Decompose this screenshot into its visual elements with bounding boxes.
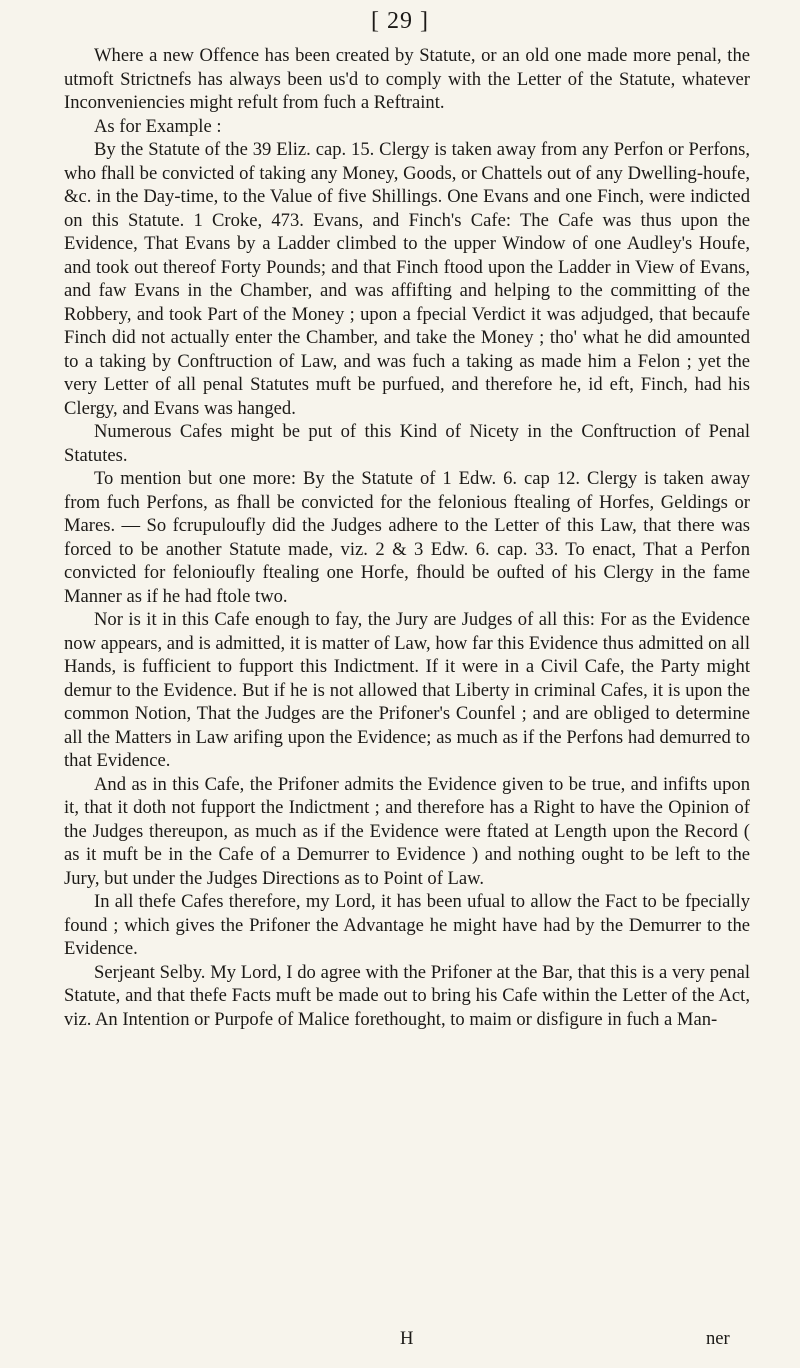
paragraph-offence-statute: Where a new Offence has been created by Statute, or an old one made more penal, the utmoft Strictnefs has always been us'd to comply with the Letter of the Statute, whatever Inconveniencies might refult from fuch a Reftraint. [64,45,750,113]
page-number: [ 29 ] [371,8,429,34]
paragraph-evans-finch-case: By the Statute of the 39 Eliz. cap. 15. Clergy is taken away from any Perfon or Perfons, who fhall be convicted of taking any Money, Goods, or Chattels out of any Dwelling-houfe, &c. in the Day-time, to the Value of five Shillings. One Evans and one Finch, were indicted on this Statute. 1 Croke, 473. Evans, and Finch's Cafe: The Cafe was thus upon the Evidence, That Evans by a Ladder climbed to the upper Window of one Audley's Houfe, and took out thereof Forty Pounds; and that Finch ftood upon the Ladder in View of Evans, and faw Evans in the Chamber, and was affifting and helping to the committing of the Robbery, and took Part of the Money ; upon a fpecial Verdict it was adjudged, that becaufe Finch did not actually enter the Chamber, and take the Money ; tho' what he did amounted to a taking by Conftruction of Law, and was fuch a taking as made him a Felon ; yet the very Letter of all penal Statutes muft be purfued, and therefore he, id eft, Finch, had his Clergy, and Evans was hanged. [64,139,750,419]
paragraph-serjeant-selby: Serjeant Selby. My Lord, I do agree with the Prifoner at the Bar, that this is a very penal Statute, and that thefe Facts muft be made out to bring his Cafe within the Letter of the Act, viz. An Intention or Purpofe of Malice forethought, to maim or disfigure in fuch a Man- [64,961,750,1030]
body-text [64,44,750,1031]
paragraph-example-heading: As for Example : [94,115,222,137]
paragraph-prisoner-admits: And as in this Cafe, the Prifoner admits the Evidence given to be true, and infifts upon it, that it doth not fupport the Indictment ; and therefore has a Right to have the Opinion of the Judges thereupon, as much as if the Evidence were ftated at Length upon the Record ( as it muft be in the Cafe of a Demurrer to Evidence ) and nothing ought to be left to the Jury, but under the Judges Directions as to Point of Law. [64,773,750,889]
paragraph-fact-found: In all thefe Cafes therefore, my Lord, it has been ufual to allow the Fact to be fpecially found ; which gives the Prifoner the Advantage he might have had by the Demurrer to the Evidence. [64,891,750,959]
catchword: ner [706,1328,730,1349]
paragraph-horse-stealing: To mention but one more: By the Statute of 1 Edw. 6. cap 12. Clergy is taken away from fuch Perfons, as fhall be convicted for the felonious ftealing of Horfes, Geldings or Mares. — So fcrupuloufly did the Judges adhere to the Letter of this Law, that there was forced to be another Statute made, viz. 2 & 3 Edw. 6. cap. 33. To enact, That a Perfon convicted for felonioufly ftealing one Horfe, fhould be oufted of his Clergy in the fame Manner as if he had ftole two. [64,468,750,607]
paragraph-jury-judges: Nor is it in this Cafe enough to fay, the Jury are Judges of all this: For as the Evidence now appears, and is admitted, it is matter of Law, how far this Evidence thus admitted on all Hands, is fufficient to fupport this Indictment. If it were in a Civil Cafe, the Party might demur to the Evidence. But if he is not allowed that Liberty in criminal Cafes, it is upon the common Notion, That the Judges are the Prifoner's Counfel ; and are obliged to determine all the Matters in Law arifing upon the Evidence; as much as if the Perfons had demurred to that Evidence. [64,609,750,771]
signature-mark: H [400,1328,414,1349]
paragraph-numerous-cases: Numerous Cafes might be put of this Kind of Nicety in the Conftruction of Penal Statutes. [64,421,750,466]
